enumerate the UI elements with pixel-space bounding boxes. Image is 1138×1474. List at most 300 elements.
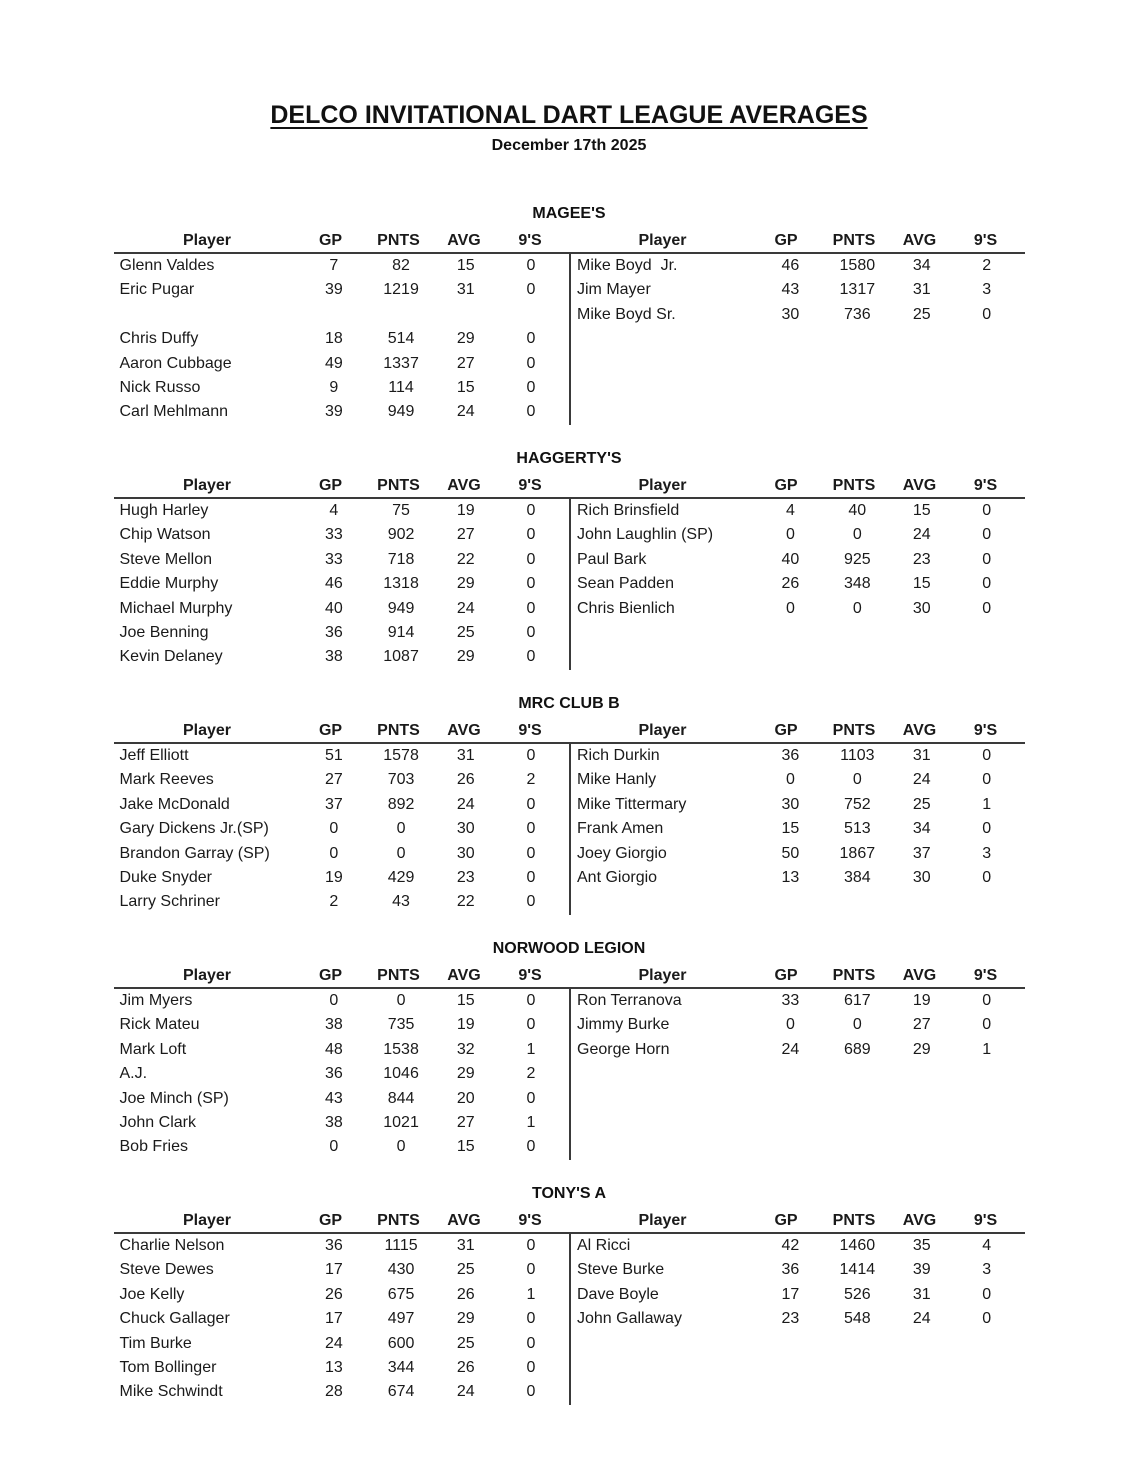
table-row <box>114 890 570 914</box>
pnts-cell: 1460 <box>839 1237 876 1254</box>
avg-cell: 30 <box>912 599 931 617</box>
avg-cell: 30 <box>912 868 931 886</box>
gp-cell: 0 <box>785 1016 795 1034</box>
pnts-cell: 925 <box>843 550 871 568</box>
pnts-cell: 1103 <box>840 747 875 764</box>
gp-cell <box>304 303 363 327</box>
table-row <box>571 278 1025 302</box>
pnts-cell: 548 <box>843 1310 871 1328</box>
nines-cell: 0 <box>526 1383 536 1401</box>
avg-cell <box>895 621 949 645</box>
pnts-cell <box>820 376 895 400</box>
table-body <box>114 744 570 915</box>
player-name-cell: Steve Dewes <box>119 1261 214 1279</box>
nines-cell <box>949 1380 1025 1404</box>
table-row <box>114 768 570 792</box>
table-row <box>114 1234 570 1258</box>
avg-cell: 31 <box>912 1285 931 1303</box>
gp-cell <box>761 352 820 376</box>
nines-cell: 0 <box>526 1016 536 1034</box>
column-header-row <box>114 718 570 744</box>
table-row <box>571 1062 1025 1086</box>
nines-cell: 1 <box>526 1040 536 1058</box>
avg-cell: 31 <box>456 281 475 299</box>
column-header-row <box>114 963 570 989</box>
gp-cell: 23 <box>781 1310 800 1328</box>
gp-cell <box>761 1111 820 1135</box>
column-header-row <box>569 718 1025 744</box>
gp-cell: 9 <box>329 378 339 396</box>
avg-cell: 22 <box>456 893 475 911</box>
table-row <box>571 1038 1025 1062</box>
player-name-cell: Eric Pugar <box>119 281 195 299</box>
column-header-pnts: PNTS <box>377 967 420 984</box>
table-row <box>571 817 1025 841</box>
avg-cell: 31 <box>912 747 931 764</box>
pnts-cell <box>820 890 895 914</box>
avg-cell: 25 <box>456 1261 475 1279</box>
avg-cell: 24 <box>456 599 475 617</box>
gp-cell: 42 <box>781 1237 800 1254</box>
avg-cell: 29 <box>912 1040 931 1058</box>
table-body <box>569 744 1025 915</box>
nines-cell <box>949 1356 1025 1380</box>
table-body <box>569 254 1025 425</box>
pnts-cell: 752 <box>843 795 871 813</box>
table-row <box>114 817 570 841</box>
column-header-avg: AVG <box>902 722 937 739</box>
avg-cell: 31 <box>912 281 931 299</box>
nines-cell: 3 <box>982 1261 992 1279</box>
avg-cell: 26 <box>456 1285 475 1303</box>
gp-cell: 46 <box>324 575 343 593</box>
table-row <box>571 523 1025 547</box>
player-name-cell: Joe Minch (SP) <box>119 1089 229 1107</box>
pnts-cell: 1317 <box>839 281 876 299</box>
table-row <box>114 1013 570 1037</box>
avg-cell: 31 <box>456 1237 475 1254</box>
table-row <box>114 744 570 768</box>
avg-cell: 22 <box>456 550 475 568</box>
gp-cell: 27 <box>324 771 343 789</box>
player-name-cell: Tom Bollinger <box>119 1358 217 1376</box>
nines-cell: 0 <box>526 354 536 372</box>
column-header-nines: 9'S <box>973 967 998 984</box>
pnts-cell: 0 <box>852 599 862 617</box>
avg-cell: 15 <box>456 1138 475 1156</box>
avg-cell: 25 <box>456 1334 475 1352</box>
player-name-cell: Kevin Delaney <box>119 648 223 666</box>
gp-cell: 38 <box>324 1016 343 1034</box>
player-name-cell: Charlie Nelson <box>119 1237 225 1254</box>
pnts-cell: 0 <box>396 992 406 1009</box>
avg-cell <box>895 645 949 669</box>
pnts-cell: 949 <box>387 599 415 617</box>
avg-cell <box>895 400 949 424</box>
column-header-avg: AVG <box>447 967 481 984</box>
nines-cell: 0 <box>982 1285 992 1303</box>
nines-cell: 2 <box>526 1065 536 1083</box>
nines-cell: 0 <box>982 575 992 593</box>
sections-container <box>114 204 1025 1405</box>
avg-cell <box>895 890 949 914</box>
nines-cell: 0 <box>526 844 536 862</box>
nines-cell: 0 <box>526 795 536 813</box>
avg-cell: 26 <box>456 771 475 789</box>
venue-title: NORWOOD LEGION <box>492 940 646 957</box>
gp-cell: 0 <box>329 820 339 838</box>
pnts-cell: 429 <box>387 868 415 886</box>
column-header-pnts: PNTS <box>377 232 420 249</box>
column-header-row <box>114 473 570 499</box>
pnts-cell: 1318 <box>383 575 419 593</box>
avg-cell: 29 <box>456 330 475 348</box>
gp-cell <box>761 1332 820 1356</box>
gp-cell: 26 <box>324 1285 343 1303</box>
gp-cell: 0 <box>329 1138 339 1156</box>
gp-cell: 48 <box>324 1040 343 1058</box>
pnts-cell: 600 <box>387 1334 415 1352</box>
avg-cell: 29 <box>456 1065 475 1083</box>
pnts-cell: 844 <box>387 1089 415 1107</box>
column-header-avg: AVG <box>902 1212 937 1229</box>
nines-cell: 0 <box>526 599 536 617</box>
table-row <box>571 1356 1025 1380</box>
player-name-cell: Rick Mateu <box>119 1016 200 1034</box>
player-name-cell: Mike Tittermary <box>577 795 687 813</box>
section-tony-s-a <box>114 1184 1025 1405</box>
pnts-cell: 902 <box>387 526 415 544</box>
pnts-cell <box>820 1062 895 1086</box>
nines-cell: 1 <box>982 1040 992 1058</box>
player-name-cell <box>571 1356 761 1380</box>
nines-cell: 0 <box>982 992 992 1009</box>
nines-cell <box>949 1135 1025 1159</box>
right-half <box>569 718 1025 915</box>
avg-cell: 15 <box>456 378 475 396</box>
player-name-cell: Duke Snyder <box>119 868 212 886</box>
nines-cell: 0 <box>526 868 536 886</box>
averages-table <box>114 473 1025 670</box>
nines-cell: 0 <box>982 1310 992 1328</box>
table-row <box>114 499 570 523</box>
nines-cell <box>949 327 1025 351</box>
column-header-pnts: PNTS <box>832 1212 876 1229</box>
table-row <box>571 768 1025 792</box>
avg-cell <box>439 303 493 327</box>
player-name-cell: Jeff Elliott <box>119 747 189 764</box>
player-name-cell <box>571 890 761 914</box>
table-row <box>571 499 1025 523</box>
right-half <box>569 228 1025 425</box>
player-name-cell: Nick Russo <box>119 378 201 396</box>
column-header-nines: 9'S <box>973 232 998 249</box>
nines-cell: 1 <box>982 795 992 813</box>
player-name-cell: Brandon Garray (SP) <box>119 844 270 862</box>
avg-cell: 24 <box>912 526 931 544</box>
nines-cell <box>493 303 569 327</box>
nines-cell: 0 <box>982 1016 992 1034</box>
gp-cell <box>761 1135 820 1159</box>
gp-cell: 15 <box>781 820 800 838</box>
pnts-cell: 1337 <box>383 354 419 372</box>
table-row <box>114 523 570 547</box>
gp-cell: 7 <box>329 257 339 274</box>
pnts-cell <box>820 327 895 351</box>
player-name-cell: Mike Boyd Jr. <box>577 257 678 274</box>
table-row <box>571 793 1025 817</box>
column-header-row <box>569 228 1025 254</box>
pnts-cell: 75 <box>392 502 410 519</box>
column-header-pnts: PNTS <box>377 477 420 494</box>
table-row <box>571 866 1025 890</box>
player-name-cell: Jimmy Burke <box>577 1016 670 1034</box>
table-row <box>571 621 1025 645</box>
table-row <box>571 890 1025 914</box>
table-row <box>114 1380 570 1404</box>
column-header-nines: 9'S <box>973 1212 998 1229</box>
nines-cell <box>949 890 1025 914</box>
nines-cell: 3 <box>982 844 992 862</box>
avg-cell: 31 <box>456 747 475 764</box>
nines-cell: 0 <box>526 1237 536 1254</box>
avg-cell: 19 <box>456 502 475 519</box>
column-header-gp: GP <box>774 967 798 984</box>
pnts-cell: 0 <box>396 1138 406 1156</box>
avg-cell: 15 <box>456 992 475 1009</box>
gp-cell <box>761 400 820 424</box>
avg-cell <box>895 1062 949 1086</box>
player-name-cell: Sean Padden <box>577 575 674 593</box>
pnts-cell: 0 <box>396 844 406 862</box>
column-header-player: Player <box>182 722 232 739</box>
table-row <box>114 793 570 817</box>
gp-cell: 33 <box>324 550 343 568</box>
table-row <box>571 303 1025 327</box>
nines-cell: 0 <box>982 747 992 764</box>
nines-cell: 0 <box>526 378 536 396</box>
nines-cell: 0 <box>526 623 536 641</box>
player-name-cell: Larry Schriner <box>119 893 220 911</box>
avg-cell: 32 <box>456 1040 475 1058</box>
nines-cell <box>949 376 1025 400</box>
avg-cell: 19 <box>456 1016 475 1034</box>
gp-cell: 39 <box>324 281 343 299</box>
player-name-cell: Chris Bienlich <box>577 599 675 617</box>
avg-cell: 29 <box>456 648 475 666</box>
right-half <box>569 963 1025 1160</box>
table-row <box>114 376 570 400</box>
nines-cell <box>949 1062 1025 1086</box>
column-header-nines: 9'S <box>518 967 542 984</box>
gp-cell: 38 <box>324 648 343 666</box>
player-name-cell: Glenn Valdes <box>119 257 215 274</box>
table-row <box>114 327 570 351</box>
gp-cell: 43 <box>324 1089 343 1107</box>
column-header-avg: AVG <box>902 232 937 249</box>
player-name-cell: Rich Brinsfield <box>577 502 680 519</box>
gp-cell: 36 <box>324 623 343 641</box>
nines-cell: 4 <box>982 1237 992 1254</box>
pnts-cell: 1115 <box>384 1237 418 1254</box>
gp-cell <box>761 1062 820 1086</box>
gp-cell: 0 <box>785 526 795 544</box>
avg-cell: 19 <box>912 992 931 1009</box>
column-header-avg: AVG <box>447 722 481 739</box>
nines-cell <box>949 1332 1025 1356</box>
nines-cell: 0 <box>526 747 536 764</box>
player-name-cell: John Gallaway <box>577 1310 682 1328</box>
pnts-cell: 1867 <box>839 844 876 862</box>
pnts-cell: 914 <box>387 623 415 641</box>
nines-cell: 0 <box>982 502 992 519</box>
avg-cell <box>895 327 949 351</box>
pnts-cell: 430 <box>387 1261 415 1279</box>
avg-cell: 27 <box>456 354 475 372</box>
gp-cell: 19 <box>324 868 343 886</box>
table-row <box>114 572 570 596</box>
nines-cell: 0 <box>526 257 536 274</box>
gp-cell: 36 <box>781 1261 800 1279</box>
avg-cell: 23 <box>912 550 931 568</box>
table-row <box>571 597 1025 621</box>
column-header-pnts: PNTS <box>832 967 876 984</box>
pnts-cell: 514 <box>387 330 415 348</box>
section-norwood-legion <box>114 939 1025 1160</box>
avg-cell: 15 <box>456 257 475 274</box>
avg-cell <box>895 352 949 376</box>
gp-cell <box>761 1087 820 1111</box>
table-body <box>114 499 570 670</box>
column-header-nines: 9'S <box>518 1212 542 1229</box>
player-name-cell <box>571 1135 761 1159</box>
column-header-pnts: PNTS <box>832 232 876 249</box>
gp-cell: 17 <box>781 1285 800 1303</box>
nines-cell: 0 <box>982 526 992 544</box>
table-row <box>114 254 570 278</box>
pnts-cell: 892 <box>387 795 415 813</box>
column-header-avg: AVG <box>902 967 937 984</box>
column-header-gp: GP <box>774 232 798 249</box>
pnts-cell <box>820 1087 895 1111</box>
table-row <box>571 1380 1025 1404</box>
left-half <box>114 963 570 1160</box>
column-header-gp: GP <box>318 1212 343 1229</box>
table-row <box>571 254 1025 278</box>
pnts-cell: 1578 <box>383 747 419 764</box>
player-name-cell: Mike Boyd Sr. <box>577 305 676 323</box>
column-header-pnts: PNTS <box>832 722 876 739</box>
column-header-gp: GP <box>318 967 343 984</box>
pnts-cell: 344 <box>387 1358 415 1376</box>
gp-cell <box>761 645 820 669</box>
column-header-avg: AVG <box>447 1212 481 1229</box>
player-name-cell <box>571 1380 761 1404</box>
pnts-cell <box>820 352 895 376</box>
avg-cell: 39 <box>912 1261 931 1279</box>
gp-cell <box>761 1356 820 1380</box>
gp-cell: 36 <box>781 747 800 764</box>
column-header-player: Player <box>182 967 232 984</box>
gp-cell: 26 <box>781 575 800 593</box>
column-header-avg: AVG <box>447 232 481 249</box>
gp-cell: 36 <box>324 1065 343 1083</box>
column-header-avg: AVG <box>447 477 481 494</box>
table-row <box>114 278 570 302</box>
player-name-cell: Dave Boyle <box>577 1285 659 1303</box>
table-row <box>114 621 570 645</box>
pnts-cell: 689 <box>843 1040 871 1058</box>
table-row <box>114 1356 570 1380</box>
gp-cell: 36 <box>324 1237 343 1254</box>
left-half <box>114 718 570 915</box>
table-row <box>571 1283 1025 1307</box>
table-row <box>571 842 1025 866</box>
table-row <box>114 597 570 621</box>
nines-cell: 0 <box>526 330 536 348</box>
gp-cell: 28 <box>324 1383 343 1401</box>
table-body <box>569 1234 1025 1405</box>
column-header-avg: AVG <box>902 477 937 494</box>
player-name-cell: Gary Dickens Jr.(SP) <box>119 820 269 838</box>
nines-cell: 0 <box>526 1334 536 1352</box>
table-row <box>114 352 570 376</box>
pnts-cell <box>820 1135 895 1159</box>
player-name-cell <box>114 303 305 327</box>
column-header-gp: GP <box>774 722 798 739</box>
pnts-cell: 736 <box>843 305 871 323</box>
gp-cell: 40 <box>781 550 800 568</box>
player-name-cell: Chris Duffy <box>119 330 199 348</box>
column-header-player: Player <box>638 722 687 739</box>
player-name-cell: John Laughlin (SP) <box>577 526 714 544</box>
player-name-cell: Joe Kelly <box>119 1285 185 1303</box>
column-header-nines: 9'S <box>518 722 542 739</box>
nines-cell: 1 <box>526 1113 536 1131</box>
column-header-gp: GP <box>318 477 343 494</box>
pnts-cell: 497 <box>387 1310 415 1328</box>
column-header-gp: GP <box>318 232 343 249</box>
table-row <box>571 1234 1025 1258</box>
player-name-cell: Jake McDonald <box>119 795 230 813</box>
pnts-cell: 674 <box>387 1383 415 1401</box>
column-header-row <box>569 1208 1025 1234</box>
column-header-player: Player <box>182 232 232 249</box>
pnts-cell: 675 <box>387 1285 415 1303</box>
left-half <box>114 1208 570 1405</box>
player-name-cell: Eddie Murphy <box>119 575 219 593</box>
section-mrc-club-b <box>114 694 1025 915</box>
player-name-cell: Tim Burke <box>119 1334 192 1352</box>
avg-cell <box>895 376 949 400</box>
table-row <box>571 1013 1025 1037</box>
nines-cell: 0 <box>526 550 536 568</box>
gp-cell: 0 <box>329 844 339 862</box>
player-name-cell: Frank Amen <box>577 820 664 838</box>
pnts-cell: 1219 <box>383 281 419 299</box>
player-name-cell: George Horn <box>577 1040 670 1058</box>
table-row <box>571 1087 1025 1111</box>
averages-table <box>114 1208 1025 1405</box>
column-header-nines: 9'S <box>518 477 542 494</box>
table-body <box>569 499 1025 670</box>
gp-cell <box>761 376 820 400</box>
venue-title: MAGEE'S <box>532 205 606 222</box>
pnts-cell <box>820 1111 895 1135</box>
player-name-cell <box>571 1111 761 1135</box>
player-name-cell: Ron Terranova <box>577 992 682 1009</box>
pnts-cell <box>820 645 895 669</box>
